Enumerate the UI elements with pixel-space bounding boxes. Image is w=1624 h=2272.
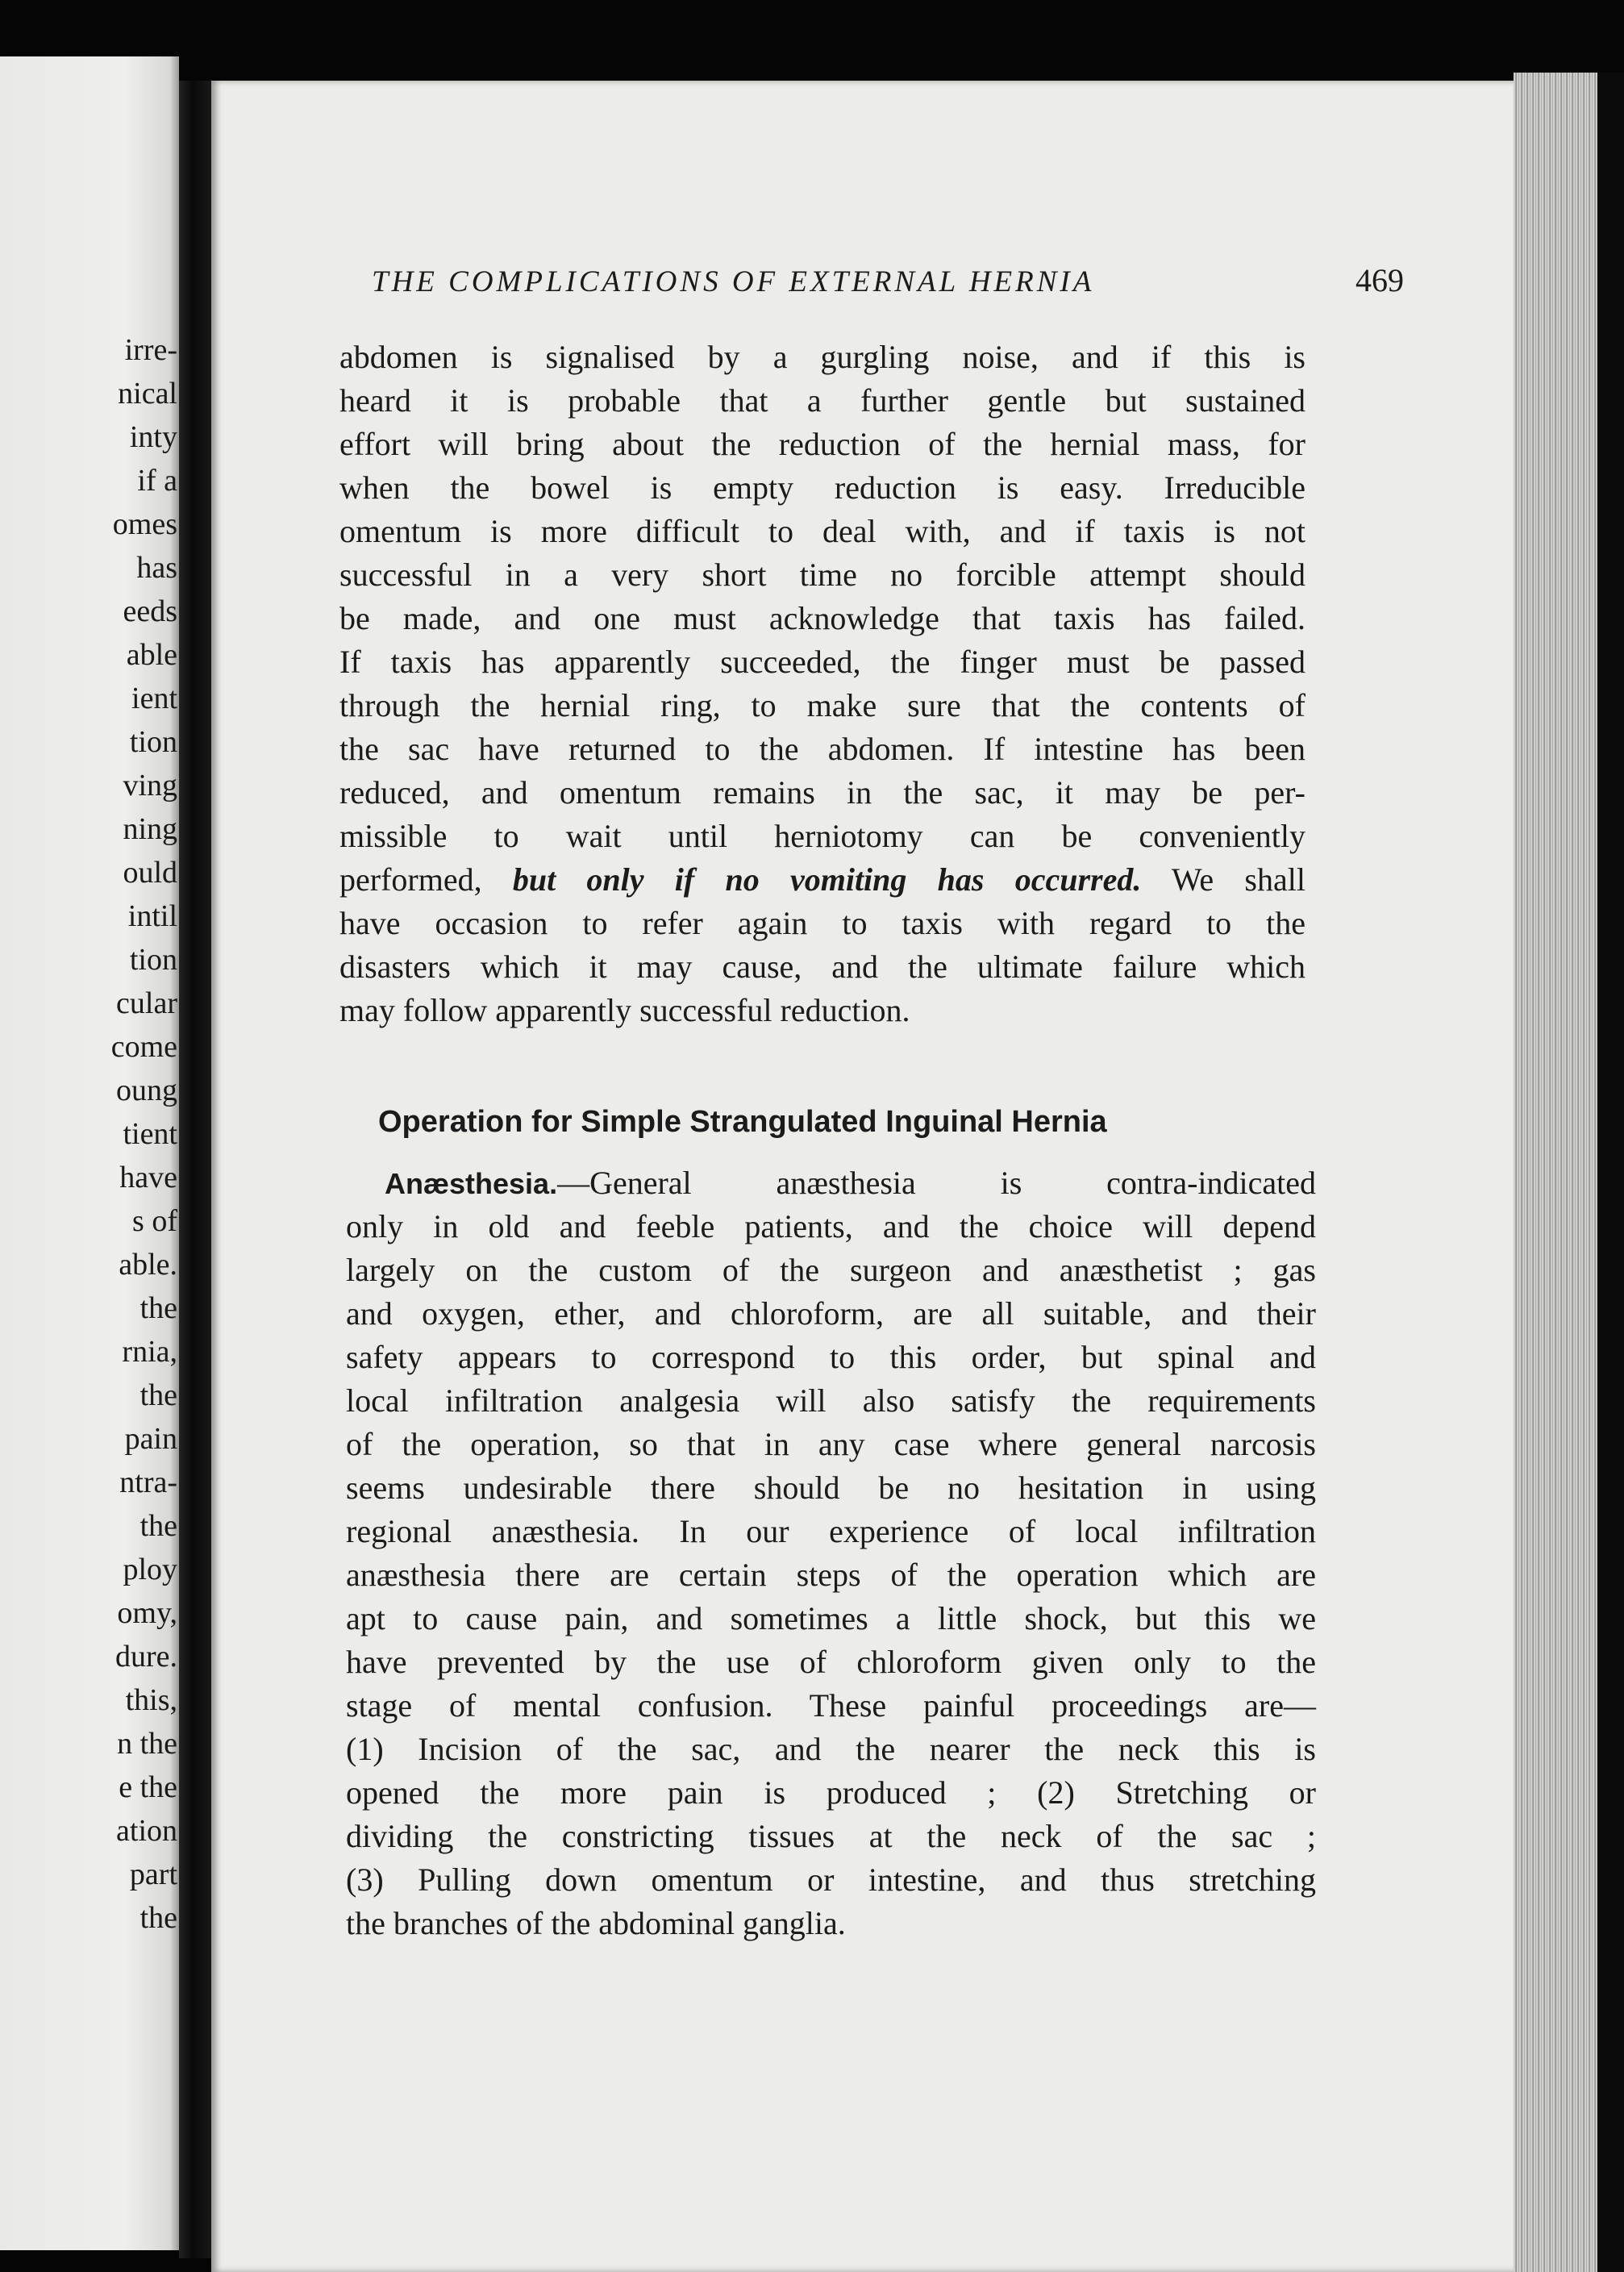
- text-line: and oxygen, ether, and chloroform, are all suitable, and their: [346, 1295, 1316, 1332]
- text-line: missible to wait until herniotomy can be conveniently: [339, 818, 1305, 854]
- page-number: 469: [1355, 262, 1404, 298]
- left-page-line-fragment: ation: [116, 1814, 177, 1848]
- left-page-line-fragment: ploy: [123, 1553, 177, 1586]
- left-page-line-fragment: nical: [118, 377, 177, 411]
- page-text: [339, 261, 1517, 1945]
- left-page-line-fragment: ning: [123, 812, 177, 846]
- left-page-line-fragment: ving: [123, 769, 177, 802]
- left-page-line-fragment: s of: [132, 1204, 177, 1238]
- left-page-line-fragment: eeds: [123, 594, 177, 628]
- page-edges: [1514, 73, 1597, 2272]
- text-line: of the operation, so that in any case where general narcosis: [346, 1426, 1316, 1462]
- text-line: when the bowel is empty reduction is easy. Irreducible: [339, 469, 1305, 506]
- text-line: reduced, and omentum remains in the sac, it may be per-: [339, 774, 1305, 811]
- left-page-line-fragment: this,: [125, 1683, 177, 1717]
- text-line: omentum is more difficult to deal with, and if taxis is not: [339, 513, 1305, 549]
- paragraph-anaesthesia: [339, 1161, 1316, 1945]
- running-head-title: THE COMPLICATIONS OF EXTERNAL HERNIA: [372, 265, 1095, 298]
- text-line: have occasion to refer again to taxis with regard to the: [339, 905, 1305, 941]
- text-line: through the hernial ring, to make sure that the contents of: [339, 687, 1305, 723]
- page-edge-shadow: [1597, 73, 1624, 2272]
- left-page-line-fragment: the: [139, 1378, 177, 1412]
- left-page-line-fragment: ould: [123, 856, 177, 890]
- book-gutter: [179, 81, 214, 2258]
- italic-emphasis: but only if no vomiting has occurred.: [512, 861, 1142, 898]
- text-line: effort will bring about the reduction of the hernial mass, for: [339, 426, 1305, 462]
- left-page-text-fragments: [10, 328, 179, 1940]
- running-head: [339, 261, 1404, 336]
- left-page-line-fragment: inty: [129, 420, 177, 454]
- text-line: have prevented by the use of chloroform given only to the: [346, 1644, 1316, 1680]
- text-run: performed,: [339, 861, 513, 898]
- text-line: disasters which it may cause, and the ultimate failure which: [339, 948, 1305, 985]
- left-page-line-fragment: come: [110, 1030, 177, 1064]
- left-page-line-fragment: tion: [129, 725, 177, 759]
- text-run: We shall: [1141, 861, 1305, 898]
- left-page-line-fragment: irre-: [124, 333, 177, 367]
- text-run: —General anæsthesia is contra-indicated: [557, 1165, 1316, 1201]
- left-page-line-fragment: able.: [119, 1248, 177, 1282]
- text-line: stage of mental confusion. These painful proceedings are—: [346, 1687, 1316, 1724]
- left-page-line-fragment: part: [129, 1857, 177, 1891]
- text-line: abdomen is signalised by a gurgling noise, and if this is: [339, 339, 1305, 375]
- left-page-line-fragment: pain: [124, 1422, 177, 1456]
- left-page-line-fragment: able: [126, 638, 177, 672]
- text-line: regional anæsthesia. In our experience of local infiltration: [346, 1513, 1316, 1549]
- text-line: the sac have returned to the abdomen. If intestine has been: [339, 731, 1305, 767]
- left-page-line-fragment: have: [119, 1161, 177, 1194]
- text-line: only in old and feeble patients, and the choice will depend: [346, 1208, 1316, 1244]
- text-line: largely on the custom of the surgeon and anæsthetist ; gas: [346, 1252, 1316, 1288]
- text-line: dividing the constricting tissues at the neck of the sac ;: [346, 1818, 1316, 1854]
- left-page-line-fragment: cular: [116, 986, 177, 1020]
- text-line: the branches of the abdominal ganglia.: [346, 1905, 846, 1941]
- left-page-line-fragment: n the: [117, 1727, 177, 1761]
- left-page-line-fragment: e the: [119, 1770, 177, 1804]
- left-page-line-fragment: ient: [131, 682, 177, 715]
- text-line: (1) Incision of the sac, and the nearer the neck this is: [346, 1731, 1316, 1767]
- text-line: successful in a very short time no forcible attempt should: [339, 557, 1305, 593]
- left-page-line-fragment: tient: [123, 1117, 177, 1151]
- left-page-line-fragment: omy,: [117, 1596, 177, 1630]
- right-page: [211, 81, 1514, 2272]
- left-page-line-fragment: if a: [137, 464, 177, 498]
- text-line: (3) Pulling down omentum or intestine, and thus stretching: [346, 1861, 1316, 1898]
- left-page-line-fragment: the: [139, 1509, 177, 1543]
- text-line: may follow apparently successful reduction.: [339, 992, 910, 1028]
- left-page-fragment: [0, 56, 179, 2250]
- text-line: heard it is probable that a further gentle but sustained: [339, 382, 1305, 419]
- left-page-line-fragment: dure.: [115, 1640, 177, 1674]
- paragraph-taxis: [339, 336, 1305, 1032]
- text-line: opened the more pain is produced ; (2) Stretching or: [346, 1774, 1316, 1811]
- left-page-line-fragment: tion: [129, 943, 177, 977]
- text-line: seems undesirable there should be no hesitation in using: [346, 1470, 1316, 1506]
- text-line: anæsthesia there are certain steps of the operation which are: [346, 1557, 1316, 1593]
- section-heading: Operation for Simple Strangulated Inguinal Hernia: [378, 1105, 1107, 1139]
- text-line: [346, 1161, 1316, 1205]
- left-page-line-fragment: oung: [116, 1073, 177, 1107]
- text-line: [339, 858, 1305, 902]
- left-page-line-fragment: the: [139, 1901, 177, 1935]
- left-page-line-fragment: omes: [112, 507, 177, 541]
- left-page-line-fragment: has: [136, 551, 177, 585]
- left-page-line-fragment: ntra-: [119, 1465, 177, 1499]
- text-line: safety appears to correspond to this order, but spinal and: [346, 1339, 1316, 1375]
- left-page-line-fragment: rnia,: [122, 1335, 177, 1369]
- left-page-line-fragment: the: [139, 1291, 177, 1325]
- text-line: be made, and one must acknowledge that taxis has failed.: [339, 600, 1305, 636]
- text-line: If taxis has apparently succeeded, the finger must be passed: [339, 644, 1305, 680]
- text-line: apt to cause pain, and sometimes a little shock, but this we: [346, 1600, 1316, 1636]
- text-line: local infiltration analgesia will also satisfy the requirements: [346, 1382, 1316, 1419]
- run-in-heading: Anæsthesia.: [385, 1167, 558, 1200]
- left-page-line-fragment: intil: [127, 899, 177, 933]
